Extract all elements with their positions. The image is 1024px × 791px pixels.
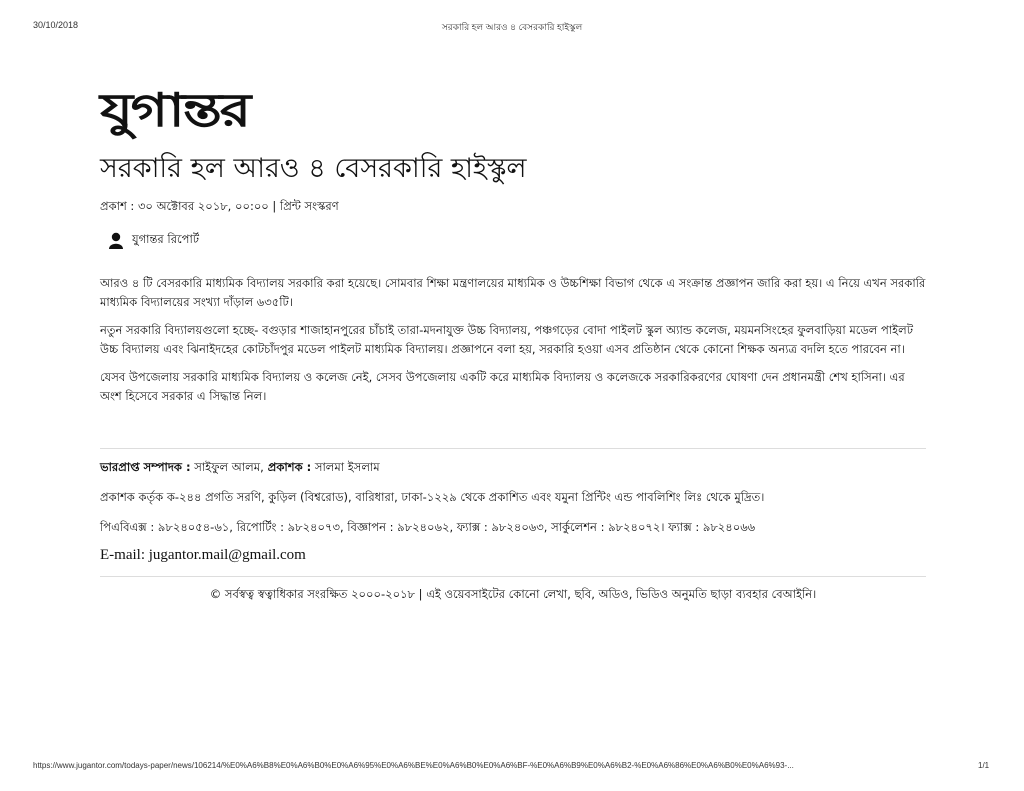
author-byline [108, 231, 199, 250]
print-page-title: সরকারি হল আরও ৪ বেসরকারি হাইস্কুল [441, 22, 583, 32]
article-paragraph: আরও ৪ টি বেসরকারি মাধ্যমিক বিদ্যালয় সরকারি করা হয়েছে। সোমবার শিক্ষা মন্ত্রণালয়ের মাধ্যমিক ও উচ্চশিক্ষা বিভাগ থেকে এ সংক্রান্ত প্রজ্ঞাপন জারি করা হয়। এ নিয়ে এখন সরকারি মাধ্যমিক বিদ্যালয়ের সংখ্যা দাঁড়াল ৬৩৫টি। [100, 276, 926, 309]
copyright: © সর্বস্বত্ব স্বত্বাধিকার সংরক্ষিত ২০০০-২০১৮ | এই ওয়েবসাইটের কোনো লেখা, ছবি, অডিও, ভিডিও অনুমতি ছাড়া ব্যবহার বেআইনি। [209, 587, 817, 601]
divider [100, 576, 926, 577]
print-date: 30/10/2018 [33, 20, 79, 30]
page-number: 1/1 [978, 761, 990, 770]
article-body [100, 274, 926, 415]
contact-phones: পিএবিএক্স : ৯৮২৪০৫৪-৬১, রিপোর্টিং : ৯৮২৪০৭৩, বিজ্ঞাপন : ৯৮২৪০৬২, ফ্যাক্স : ৯৮২৪০৬৩, সার্কুলেশন : ৯৮২৪০৭২। ফ্যাক্স : ৯৮২৪০৬৬ [100, 520, 756, 534]
publisher-name: সালমা ইসলাম [311, 460, 380, 474]
editor-info [100, 459, 380, 478]
publisher-label: প্রকাশক : [263, 460, 312, 474]
article-title: সরকারি হল আরও ৪ বেসরকারি হাইস্কুল [100, 153, 527, 184]
editor-name: সাইফুল আলম, [190, 460, 264, 474]
print-url: https://www.jugantor.com/todays-paper/news/106214/%E0%A6%B8%E0%A6%B0%E0%A6%95%E0%A6%BE%E0%A6%B0%E0%A6%BF-%E0%A6%B9%E0%A6%B2-%E0%A6%86%E0%A6%B0%E0%A6%93-... [33, 761, 794, 770]
article-paragraph: নতুন সরকারি বিদ্যালয়গুলো হচ্ছে- বগুড়ার শাজাহানপুরের চাঁচাই তারা-মদনাযুক্ত উচ্চ বিদ্যালয়, পঞ্চগড়ের বোদা পাইলট স্কুল অ্যান্ড কলেজ, ময়মনসিংহের ফুলবাড়িয়া মডেল পাইলট উচ্চ বিদ্যালয় এবং ঝিনাইদহের কোটচাঁদপুর মডেল পাইলট মাধ্যমিক বিদ্যালয়। প্রজ্ঞাপনে বলা হয়, সরকারি হওয়া এসব প্রতিষ্ঠান থেকে কোনো শিক্ষক অন্যত্র বদলি হতে পারবেন না। [100, 323, 913, 356]
editor-label: ভারপ্রাপ্ত সম্পাদক : [100, 460, 191, 474]
article-paragraph: যেসব উপজেলায় সরকারি মাধ্যমিক বিদ্যালয় ও কলেজ নেই, সেসব উপজেলায় একটি করে মাধ্যমিক বিদ্যালয় ও কলেজকে সরকারিকরণের ঘোষণা দেন প্রধানমন্ত্রী শেখ হাসিনা। এর অংশ হিসেবে সরকার এ সিদ্ধান্ত নিল। [100, 370, 905, 403]
author-name: যুগান্তর রিপোর্ট [132, 232, 200, 246]
jugantor-logo[interactable]: যুগান্তর [100, 83, 249, 137]
publisher-address: প্রকাশক কর্তৃক ক-২৪৪ প্রগতি সরণি, কুড়িল (বিশ্বরোড), বারিধারা, ঢাকা-১২২৯ থেকে প্রকাশিত এবং যমুনা প্রিন্টিং এন্ড পাবলিশিং লিঃ থেকে মুদ্রিত। [100, 490, 765, 504]
divider [100, 448, 926, 449]
user-icon [108, 232, 124, 249]
contact-email: E-mail: jugantor.mail@gmail.com [100, 547, 306, 563]
publish-info: প্রকাশ : ৩০ অক্টোবর ২০১৮, ০০:০০ | প্রিন্ট সংস্করণ [100, 199, 339, 213]
